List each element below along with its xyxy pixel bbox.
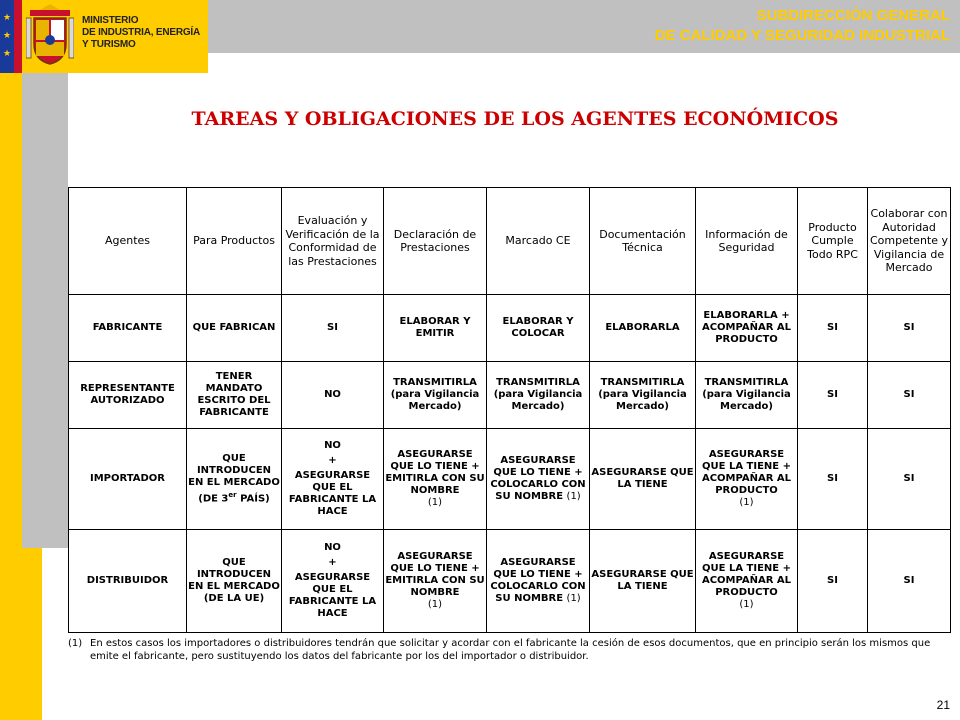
table-row (69, 429, 951, 530)
page-title: TAREAS Y OBLIGACIONES DE LOS AGENTES ECONÓMICOS (191, 108, 839, 130)
eu-flag-icon: ★ ★ ★ (0, 0, 14, 73)
header-cell: Información de Seguridad (696, 188, 798, 295)
cell-text: PAÍS) (236, 493, 270, 505)
table-row (69, 530, 951, 633)
cell-text: NO (324, 542, 341, 553)
table-cell: TRANSMITIRLA (para Vigilancia Mercado) (384, 362, 487, 429)
table-cell (384, 429, 487, 530)
footnote-ref: (1) (427, 599, 443, 610)
cell-text: ASEGURARSE QUE LO TIENE + COLOCARLO CON SU NOMBRE (490, 455, 586, 502)
header-cell: Declaración de Prestaciones (384, 188, 487, 295)
cell-text: (DE 3 (198, 493, 229, 505)
table-cell: SI (798, 295, 868, 362)
header-cell: Marcado CE (487, 188, 590, 295)
table-cell: SI (798, 429, 868, 530)
table-cell: SI (798, 530, 868, 633)
cell-text: ASEGURARSE QUE EL FABRICANTE LA HACE (288, 470, 377, 517)
table-cell (384, 530, 487, 633)
cell-text: ASEGURARSE QUE LA TIENE + ACOMPAÑAR AL PRODUCTO (701, 551, 792, 598)
table-cell (282, 530, 384, 633)
footnote-ref: (1) (427, 497, 443, 508)
cell-text: NO (324, 440, 341, 451)
left-grey-block (22, 73, 68, 548)
spain-flag-stripe (14, 0, 22, 73)
table-cell: FABRICANTE (69, 295, 187, 362)
header-cell: Para Productos (187, 188, 282, 295)
cell-text: ASEGURARSE QUE EL FABRICANTE LA HACE (288, 572, 377, 619)
table-cell: ASEGURARSE QUE LA TIENE (590, 530, 696, 633)
table-cell: SI (868, 429, 951, 530)
subdir-line-1: SUBDIRECCIÓN GENERAL (756, 7, 950, 24)
table-cell (487, 429, 590, 530)
cell-text: ASEGURARSE QUE LO TIENE + EMITIRLA CON SU NOMBRE (385, 551, 485, 598)
table-cell: TENER MANDATO ESCRITO DEL FABRICANTE (187, 362, 282, 429)
coat-of-arms-icon (26, 4, 74, 68)
ministry-line-3: Y TURISMO (82, 39, 136, 50)
table-cell: SI (798, 362, 868, 429)
header-cell: Producto Cumple Todo RPC (798, 188, 868, 295)
table-cell: REPRESENTANTE AUTORIZADO (69, 362, 187, 429)
table-cell: TRANSMITIRLA (para Vigilancia Mercado) (487, 362, 590, 429)
table-cell (696, 530, 798, 633)
table-cell (696, 429, 798, 530)
page-number: 21 (936, 698, 950, 712)
table-cell: SI (868, 295, 951, 362)
table-cell: TRANSMITIRLA (para Vigilancia Mercado) (696, 362, 798, 429)
header-cell: Colaborar con Autoridad Competente y Vigilancia de Mercado (868, 188, 951, 295)
header-cell: Agentes (69, 188, 187, 295)
table-cell (487, 530, 590, 633)
ministry-line-2: DE INDUSTRIA, ENERGÍA (82, 27, 201, 38)
subdir-line-2: DE CALIDAD Y SEGURIDAD INDUSTRIAL (654, 27, 950, 44)
cell-text: ASEGURARSE QUE LO TIENE + COLOCARLO CON SU NOMBRE (490, 557, 586, 604)
footnote-text: En estos casos los importadores o distribuidores tendrán que solicitar y acordar con el fabricante la cesión de esos documentos, que en principio serán los mismos que emite el fabricante, pero sustituyendo los datos del fabricante por los del importador o distribuidor. (90, 638, 931, 662)
table-cell: IMPORTADOR (69, 429, 187, 530)
footnote (68, 637, 950, 663)
table-cell: NO (282, 362, 384, 429)
table-cell: SI (868, 362, 951, 429)
footnote-marker: (1) (68, 638, 83, 649)
table-cell: SI (868, 530, 951, 633)
table-cell: DISTRIBUIDOR (69, 530, 187, 633)
table-row (69, 362, 951, 429)
table-cell (187, 429, 282, 530)
table-cell: QUE FABRICAN (187, 295, 282, 362)
table-header-row (69, 188, 951, 295)
cell-text: QUE INTRODUCEN EN EL MERCADO (188, 452, 280, 488)
table-cell: ASEGURARSE QUE LA TIENE (590, 429, 696, 530)
table-cell: ELABORAR Y EMITIR (384, 295, 487, 362)
cell-text: ASEGURARSE QUE LO TIENE + EMITIRLA CON SU NOMBRE (385, 449, 485, 496)
cell-text: + (328, 557, 337, 568)
ministry-logo (0, 0, 208, 73)
subdirectorate-name (655, 6, 950, 46)
table-cell: SI (282, 295, 384, 362)
table-cell: ELABORARLA (590, 295, 696, 362)
table-cell: QUE INTRODUCEN EN EL MERCADO (DE LA UE) (187, 530, 282, 633)
header-cell: Documentación Técnica (590, 188, 696, 295)
cell-text: + (328, 455, 337, 466)
table-cell: ELABORARLA + ACOMPAÑAR AL PRODUCTO (696, 295, 798, 362)
table-cell: TRANSMITIRLA (para Vigilancia Mercado) (590, 362, 696, 429)
table-cell: ELABORAR Y COLOCAR (487, 295, 590, 362)
footnote-ref: (1) (566, 491, 581, 502)
ministry-name (82, 15, 200, 51)
cell-text: ASEGURARSE QUE LA TIENE + ACOMPAÑAR AL PRODUCTO (701, 449, 792, 496)
footnote-ref: (1) (739, 497, 754, 508)
obligations-table (68, 187, 951, 633)
table-cell (282, 429, 384, 530)
header-cell: Evaluación y Verificación de la Conformidad de las Prestaciones (282, 188, 384, 295)
table-row (69, 295, 951, 362)
cell-superscript: er (228, 490, 237, 499)
ministry-line-1: MINISTERIO (82, 15, 139, 26)
footnote-ref: (1) (739, 599, 754, 610)
footnote-ref: (1) (566, 593, 581, 604)
